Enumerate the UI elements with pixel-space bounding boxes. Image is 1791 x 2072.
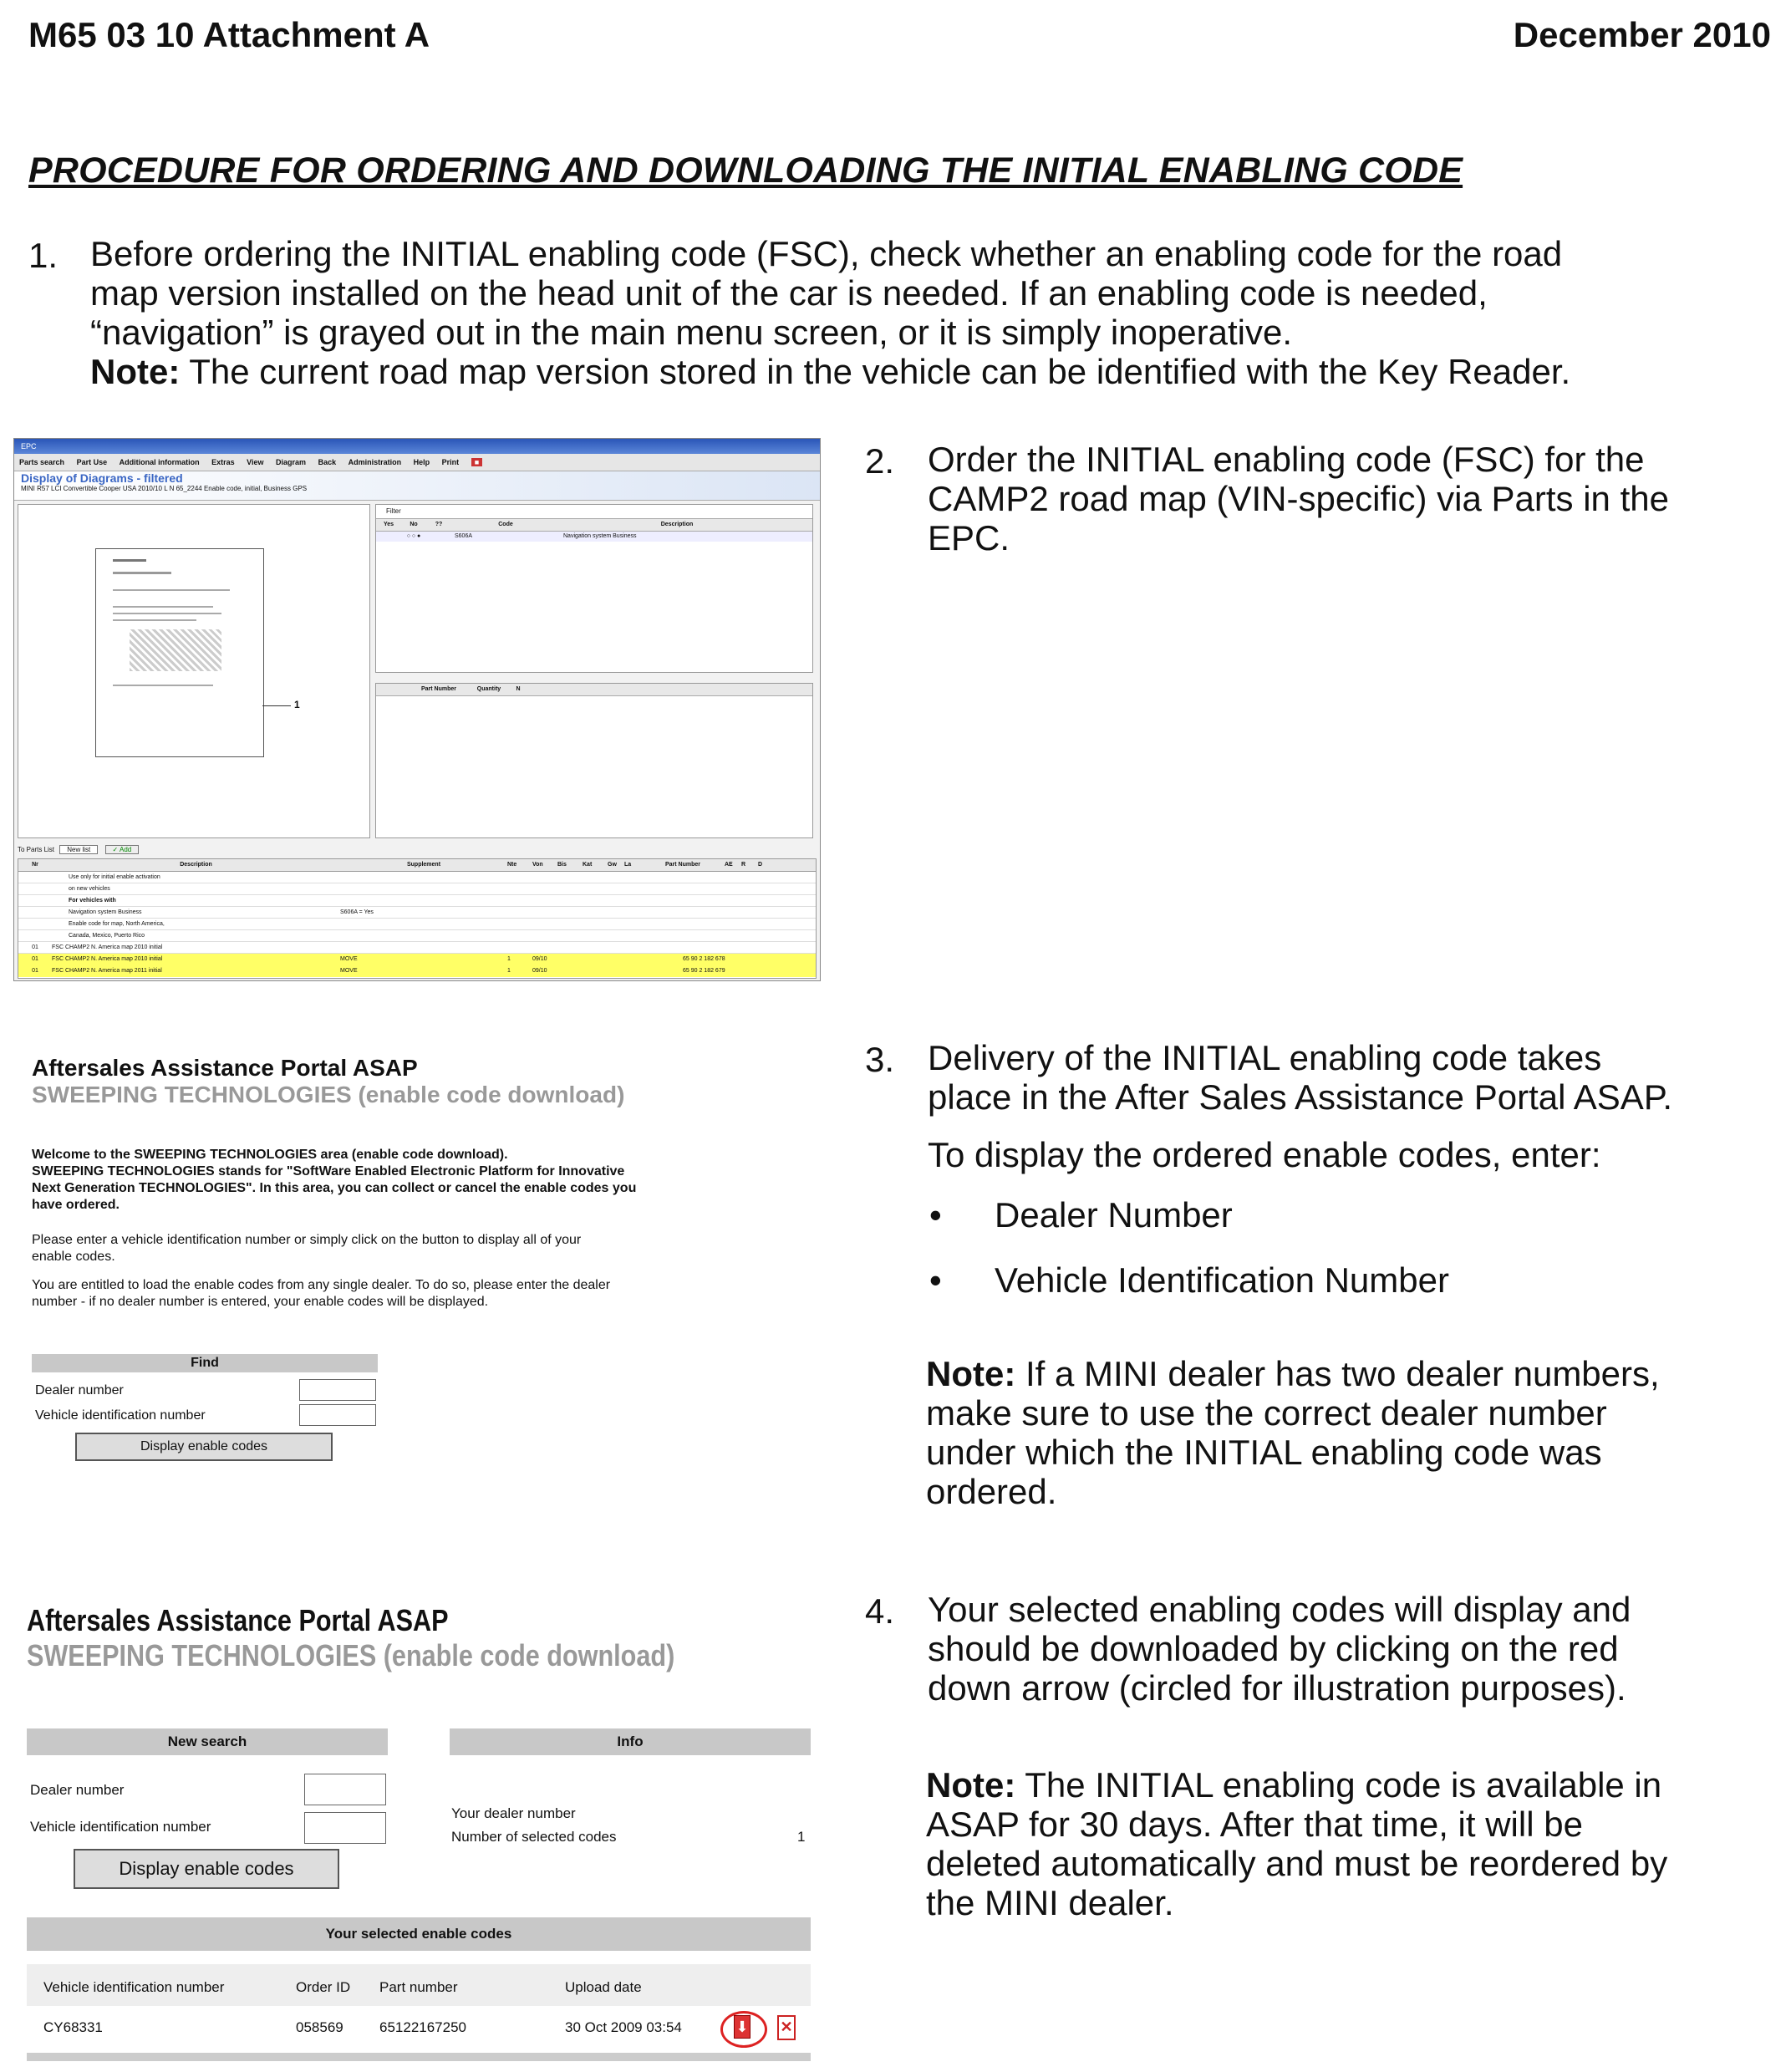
asap1-para2: You are entitled to load the enable codes from any single dealer. To do so, please enter the dealer number - if no dealer number is entered, your enable codes will be displayed. [32, 1278, 611, 1309]
col-header: Bis [557, 862, 567, 868]
display-enable-codes-button[interactable]: Display enable codes [75, 1433, 333, 1461]
step-4-line: Your selected enabling codes will display and [928, 1590, 1631, 1629]
dealer-number-label: Dealer number [30, 1782, 125, 1798]
new-list-select[interactable]: New list [59, 845, 98, 854]
col-header: No [410, 522, 418, 527]
code-desc: Navigation system Business [563, 533, 637, 539]
col-header: Quantity [476, 686, 501, 692]
step-2-line: Order the INITIAL enabling code (FSC) for the [928, 440, 1645, 479]
epc-menu-item[interactable]: Back [318, 458, 337, 466]
info-header: Info [450, 1728, 811, 1755]
epc-parts-table [18, 858, 817, 979]
upload-date-cell: 30 Oct 2009 03:54 [565, 2019, 682, 2035]
vin-input[interactable] [299, 1404, 376, 1426]
step-1-line: “navigation” is grayed out in the main menu screen, or it is simply inoperative. [90, 313, 1293, 352]
selected-codes-label: Number of selected codes [451, 1829, 617, 1845]
note-label: Note: [926, 1765, 1016, 1805]
col-header: Kat [583, 862, 593, 868]
step-3-note: Note: If a MINI dealer has two dealer numbers, make sure to use the correct dealer number under which the INITIAL enabling code was ordered. [926, 1354, 1660, 1511]
epc-subbar [14, 471, 820, 501]
part-number-cell: 65122167250 [379, 2019, 467, 2035]
epc-menu-item[interactable]: Parts search [19, 458, 65, 466]
step-4-text [928, 1590, 1788, 1708]
selected-codes-col-header-row [27, 1964, 811, 2006]
step-2-number: 2. [865, 441, 895, 481]
col-header: Part Number [664, 862, 700, 868]
epc-panel-title: Display of Diagrams - filtered [21, 471, 183, 485]
vin-label: Vehicle identification number [30, 1819, 211, 1835]
table-row[interactable]: 01 FSC CHAMP2 N. America map 2010 initial [32, 944, 163, 950]
add-button[interactable]: ✓ Add [105, 845, 140, 854]
step-4-number: 4. [865, 1591, 895, 1631]
epc-parts-pane [375, 683, 813, 838]
step-3-text [928, 1038, 1788, 1174]
step-3-line: place in the After Sales Assistance Portal ASAP. [928, 1077, 1673, 1117]
epc-menu-item[interactable]: Help [413, 458, 430, 466]
note-text: The current road map version stored in the vehicle can be identified with the Key Reader. [180, 352, 1571, 391]
step-2-line: CAMP2 road map (VIN-specific) via Parts in the [928, 479, 1669, 518]
to-parts-list-label: To Parts List [18, 846, 55, 853]
step-2-line: EPC. [928, 518, 1010, 557]
diagram-thumbnail [95, 548, 264, 757]
diagram-callout: 1 [294, 699, 300, 710]
dealer-number-label: Dealer number [35, 1383, 124, 1397]
epc-bottom-toolbar [18, 843, 812, 857]
col-header: ?? [435, 522, 443, 527]
asap2-title: Aftersales Assistance Portal ASAP [27, 1603, 449, 1637]
code-value: S606A [455, 533, 473, 539]
epc-diagram-pane [18, 504, 370, 838]
delete-icon[interactable]: ✕ [777, 2015, 796, 2040]
epc-titlebar: EPC [14, 439, 820, 454]
col-header: Description [660, 522, 694, 527]
note-label: Note: [90, 352, 181, 391]
vin-label: Vehicle identification number [35, 1408, 206, 1423]
step-1-line: Before ordering the INITIAL enabling code (FSC), check whether an enabling code for the road [90, 234, 1563, 273]
col-header: Yes [383, 522, 394, 527]
dealer-number-input[interactable] [299, 1379, 376, 1401]
col-header: Supplement [406, 862, 441, 868]
table-row[interactable]: Canada, Mexico, Puerto Rico [69, 933, 145, 939]
col-header: Description [180, 862, 212, 868]
epc-menu-item[interactable]: View [247, 458, 264, 466]
bullet-dealer-number: • Dealer Number [929, 1195, 1765, 1235]
epc-menu-item[interactable]: Administration [348, 458, 402, 466]
step-3-bullets [929, 1195, 1765, 1326]
step-1-number: 1. [28, 236, 59, 275]
asap1-welcome: Welcome to the SWEEPING TECHNOLOGIES area (enable code download). SWEEPING TECHNOLOGIES stands for "SoftWare Enabled Electronic Platform for Innovative Next Generation TECHNOLOGIES". In this area, you can collect or cancel the enable codes you have ordered. [32, 1148, 637, 1212]
col-header: Order ID [296, 1979, 351, 1995]
col-header: Nte [507, 862, 517, 868]
epc-menu-flag[interactable]: ■ [471, 458, 482, 466]
col-header: Von [532, 862, 543, 868]
epc-menu-item[interactable]: Additional information [119, 458, 200, 466]
asap-screenshot-1 [32, 1055, 817, 1473]
step-2-text [928, 440, 1780, 557]
col-header: N [516, 686, 521, 692]
step-1-line: map version installed on the head unit of the car is needed. If an enabling code is needed, [90, 273, 1488, 313]
col-header: Gw [608, 862, 617, 868]
col-header: AE [725, 862, 733, 868]
table-row-highlighted[interactable]: 01 FSC CHAMP2 N. America map 2010 initial MOVE 1 09/10 65 90 2 182 678 [18, 954, 816, 965]
doc-id: M65 03 10 Attachment A [28, 15, 430, 54]
dealer-number-input[interactable] [304, 1774, 386, 1805]
step-3-number: 3. [865, 1040, 895, 1079]
epc-menu-item[interactable]: Part Use [76, 458, 108, 466]
note-label: Note: [926, 1354, 1016, 1393]
asap1-para1: Please enter a vehicle identification number or simply click on the button to display all of your enable codes. [32, 1233, 582, 1264]
col-header: Code [498, 522, 513, 527]
table-row[interactable]: Use only for initial enable activation [69, 874, 160, 880]
asap1-subtitle: SWEEPING TECHNOLOGIES (enable code download) [32, 1082, 625, 1107]
table-row[interactable]: Enable code for map, North America, [69, 921, 165, 927]
vin-cell: CY68331 [43, 2019, 103, 2035]
order-id-cell: 058569 [296, 2019, 343, 2035]
selected-codes-count: 1 [797, 1829, 806, 1845]
epc-screenshot [13, 438, 821, 981]
download-arrow-icon[interactable]: ⬇ [734, 2015, 750, 2039]
col-header: La [624, 862, 632, 868]
step-1-text [90, 234, 1787, 391]
asap-screenshot-2 [27, 1603, 821, 2071]
epc-code-pane [375, 504, 813, 673]
table-row[interactable]: on new vehicles [69, 886, 110, 892]
epc-filter-button[interactable]: Filter [376, 505, 812, 519]
table-row-highlighted[interactable]: 01 FSC CHAMP2 N. America map 2011 initial MOVE 1 09/10 65 90 2 182 679 [18, 965, 816, 977]
epc-table-body [18, 872, 816, 977]
col-header: Vehicle identification number [43, 1979, 225, 1995]
step-4-line: down arrow (circled for illustration purposes). [928, 1668, 1626, 1708]
col-header: Upload date [565, 1979, 642, 1995]
page-title: PROCEDURE FOR ORDERING AND DOWNLOADING THE INITIAL ENABLING CODE [28, 150, 1463, 191]
step-4-line: should be downloaded by clicking on the red [928, 1629, 1619, 1668]
asap2-subtitle: SWEEPING TECHNOLOGIES (enable code download) [27, 1638, 675, 1672]
step-1-note [90, 352, 1787, 391]
asap1-find-header: Find [32, 1354, 378, 1372]
col-header: Part Number [420, 686, 456, 692]
epc-menubar [14, 454, 820, 471]
table-row[interactable]: For vehicles with [69, 898, 116, 904]
epc-subtitle: MINI R57 LCI Convertible Cooper USA 2010/10 L N 65_2244 Enable code, initial, Business GPS [21, 485, 308, 492]
asap1-title: Aftersales Assistance Portal ASAP [32, 1055, 418, 1081]
new-search-header: New search [27, 1728, 388, 1755]
display-enable-codes-button[interactable]: Display enable codes [74, 1849, 339, 1889]
vin-input[interactable] [304, 1812, 386, 1844]
col-header: Nr [32, 862, 38, 868]
step-3-line: Delivery of the INITIAL enabling code takes [928, 1038, 1602, 1077]
doc-date: December 2010 [1513, 15, 1771, 54]
step-4-note: Note: The INITIAL enabling code is available in ASAP for 30 days. After that time, it will be deleted automatically and must be reordered by the MINI dealer. [926, 1765, 1668, 1922]
table-row[interactable] [27, 2006, 811, 2048]
col-header: Part number [379, 1979, 458, 1995]
bullet-vin: • Vehicle Identification Number [929, 1260, 1765, 1301]
table-row[interactable]: Navigation system Business S606A = Yes [69, 909, 374, 915]
your-dealer-number-label: Your dealer number [451, 1805, 576, 1821]
code-row[interactable]: ○ ○ ● S606A Navigation system Business [376, 532, 812, 542]
epc-menu-item[interactable]: Extras [211, 458, 235, 466]
selected-codes-header: Your selected enable codes [27, 1917, 811, 1951]
table-footer-bar [27, 2053, 811, 2061]
col-header: R [741, 862, 746, 868]
step-3-intro: To display the ordered enable codes, enter: [928, 1135, 1601, 1174]
epc-menu-item[interactable]: Print [441, 458, 460, 466]
col-header: D [758, 862, 763, 868]
epc-menu-item[interactable]: Diagram [276, 458, 307, 466]
